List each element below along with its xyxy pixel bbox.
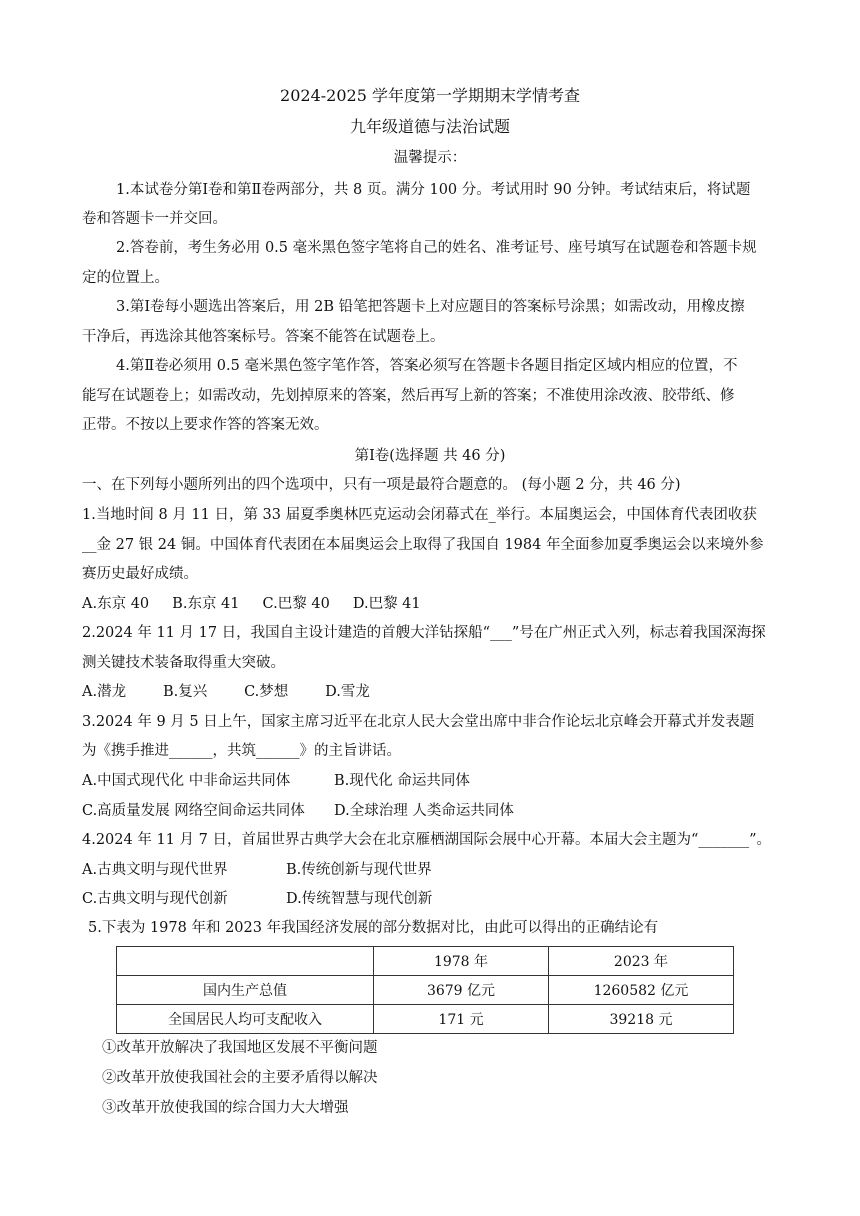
question-1-line-3: 赛历史最好成绩。 <box>82 566 198 582</box>
notice-heading: 温馨提示： <box>393 150 467 166</box>
question-4-option-b: B.传统创新与现代世界 <box>286 862 432 878</box>
question-1-options: A.东京 40 B.东京 41 C.巴黎 40 D.巴黎 41 <box>82 596 421 612</box>
question-3-line-2: 为《携手推进______，共筑______》的主旨讲话。 <box>82 743 401 759</box>
notice-1-line-2: 卷和答题卡一并交回。 <box>82 211 227 227</box>
notice-4-line-2: 能写在试题卷上；如需改动，先划掉原来的答案，然后再写上新的答案；不准使用涂改液、胶带纸、修 <box>82 388 735 404</box>
table-cell: 国内生产总值 <box>117 976 374 1005</box>
question-5-statement-3: ③改革开放使我国的综合国力大大增强 <box>102 1100 349 1116</box>
question-3-option-d: D.全球治理 人类命运共同体 <box>334 803 514 819</box>
table-cell: 39218 元 <box>548 1005 733 1034</box>
question-4-option-a: A.古典文明与现代世界 <box>82 862 228 878</box>
table-header-cell <box>117 947 374 976</box>
question-5-statement-2: ②改革开放使我国社会的主要矛盾得以解决 <box>102 1070 378 1086</box>
notice-4-line-1: 4.第Ⅱ卷必须用 0.5 毫米黑色签字笔作答，答案必须写在答题卡各题目指定区域内相应的位置，不 <box>116 358 738 374</box>
notice-3-line-1: 3.第Ⅰ卷每小题选出答案后，用 2B 铅笔把答题卡上对应题目的答案标号涂黑；如需改动，用橡皮擦 <box>116 299 745 315</box>
question-3-option-c: C.高质量发展 网络空间命运共同体 <box>82 803 305 819</box>
table-cell: 3679 亿元 <box>374 976 549 1005</box>
notice-3-line-2: 干净后，再选涂其他答案标号。答案不能答在试题卷上。 <box>82 329 445 345</box>
section-instruction: 一、在下列每小题所列出的四个选项中，只有一项是最符合题意的。 (每小题 2 分，共 46 分) <box>82 477 681 493</box>
question-4-option-d: D.传统智慧与现代创新 <box>286 891 433 907</box>
question-4-option-c: C.古典文明与现代创新 <box>82 891 228 907</box>
section-title: 第Ⅰ卷(选择题 共 46 分) <box>354 448 506 464</box>
table-header-cell: 1978 年 <box>374 947 549 976</box>
exam-title: 2024-2025 学年度第一学期期末学情考查 <box>280 86 580 105</box>
table-row <box>117 1005 734 1034</box>
table-cell: 全国居民人均可支配收入 <box>117 1005 374 1034</box>
question-3-option-a: A.中国式现代化 中非命运共同体 <box>82 773 291 789</box>
exam-subtitle: 九年级道德与法治试题 <box>349 117 510 136</box>
question-5-line-1: 5.下表为 1978 年和 2023 年我国经济发展的部分数据对比，由此可以得出的正确结论有 <box>88 920 659 936</box>
question-2-line-2: 测关键技术装备取得重大突破。 <box>82 655 285 671</box>
table-header-cell: 2023 年 <box>548 947 733 976</box>
notice-1-line-1: 1.本试卷分第Ⅰ卷和第Ⅱ卷两部分，共 8 页。满分 100 分。考试用时 90 分钟。考试结束后，将试题 <box>116 182 751 198</box>
question-1-line-1: 1.当地时间 8 月 11 日，第 33 届夏季奥林匹克运动会闭幕式在_举行。本届奥运会，中国体育代表团收获 <box>82 507 757 523</box>
notice-2-line-1: 2.答卷前，考生务必用 0.5 毫米黑色签字笔将自己的姓名、准考证号、座号填写在试题卷和答题卡规 <box>116 240 757 256</box>
question-4-line-1: 4.2024 年 11 月 7 日，首届世界古典学大会在北京雁栖湖国际会展中心开幕。本届大会主题为“_______”。 <box>82 832 772 848</box>
table-cell: 1260582 亿元 <box>548 976 733 1005</box>
question-2-options: A.潜龙 B.复兴 C.梦想 D.雪龙 <box>82 684 370 700</box>
notice-2-line-2: 定的位置上。 <box>82 270 169 286</box>
question-5-statement-1: ①改革开放解决了我国地区发展不平衡问题 <box>102 1040 378 1056</box>
economic-data-table <box>116 946 734 1034</box>
question-2-line-1: 2.2024 年 11 月 17 日，我国自主设计建造的首艘大洋钻探船“___”号在广州正式入列，标志着我国深海探 <box>82 625 766 641</box>
table-cell: 171 元 <box>374 1005 549 1034</box>
notice-4-line-3: 正带。不按以上要求作答的答案无效。 <box>82 417 329 433</box>
question-1-line-2: __金 27 银 24 铜。中国体育代表团在本届奥运会上取得了我国自 1984 年全面参加夏季奥运会以来境外参 <box>82 537 764 553</box>
question-3-option-b: B.现代化 命运共同体 <box>334 773 470 789</box>
table-row <box>117 976 734 1005</box>
table-header-row <box>117 947 734 976</box>
question-3-line-1: 3.2024 年 9 月 5 日上午，国家主席习近平在北京人民大会堂出席中非合作论坛北京峰会开幕式并发表题 <box>82 714 755 730</box>
